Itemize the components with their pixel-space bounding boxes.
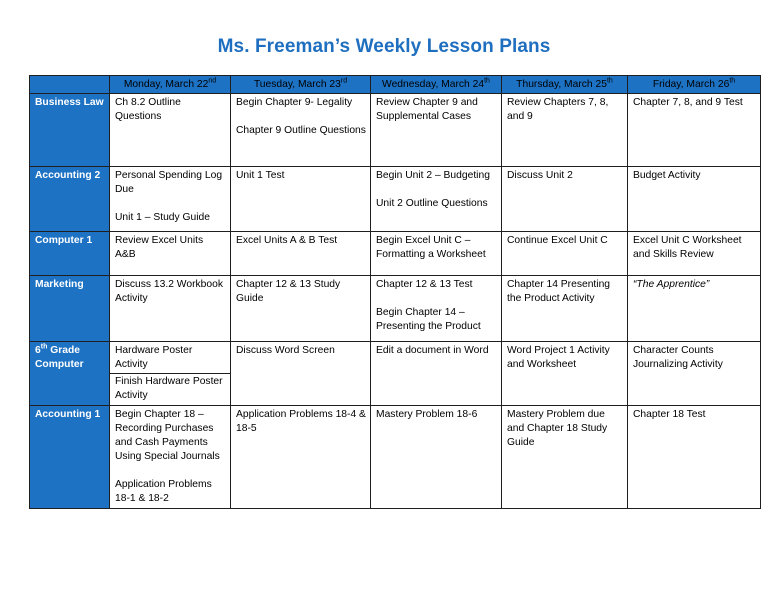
lesson-plan-table [29, 75, 761, 509]
plan-cell: Chapter 7, 8, and 9 Test [628, 94, 761, 167]
day-header-wednesday: Wednesday, March 24th [371, 76, 502, 94]
page-title: Ms. Freeman’s Weekly Lesson Plans [217, 36, 551, 57]
plan-cell: Mastery Problem 18-6 [371, 406, 502, 509]
plan-cell: Chapter 14 Presenting the Product Activity [502, 276, 628, 342]
plan-cell: Discuss Unit 2 [502, 167, 628, 232]
plan-cell: Review Excel Units A&B [110, 232, 231, 276]
plan-subcell: Finish Hardware Poster Activity [115, 376, 223, 401]
plan-cell: Review Chapter 9 and Supplemental Cases [371, 94, 502, 167]
plan-cell: Continue Excel Unit C [502, 232, 628, 276]
table-row [30, 276, 761, 342]
plan-cell: Chapter 18 Test [628, 406, 761, 509]
plan-cell: Character Counts Journalizing Activity [628, 342, 761, 406]
row-header-6th-grade-computer: 6th Grade Computer [30, 342, 110, 406]
row-header-accounting-1: Accounting 1 [30, 406, 110, 509]
plan-cell: Begin Excel Unit C – Formatting a Worksheet [371, 232, 502, 276]
day-header-friday: Friday, March 26th [628, 76, 761, 94]
plan-cell: Mastery Problem due and Chapter 18 Study Guide [502, 406, 628, 509]
row-header-business-law: Business Law [30, 94, 110, 167]
plan-cell: “The Apprentice” [628, 276, 761, 342]
day-header-tuesday: Tuesday, March 23rd [231, 76, 371, 94]
day-header-thursday: Thursday, March 25th [502, 76, 628, 94]
table-row [30, 406, 761, 509]
plan-cell: Excel Units A & B Test [231, 232, 371, 276]
plan-cell: Excel Unit C Worksheet and Skills Review [628, 232, 761, 276]
plan-subcell: Hardware Poster Activity [110, 342, 230, 374]
plan-cell [110, 342, 231, 406]
plan-cell: Personal Spending Log Due Unit 1 – Study Guide [110, 167, 231, 232]
row-header-marketing: Marketing [30, 276, 110, 342]
plan-cell: Word Project 1 Activity and Worksheet [502, 342, 628, 406]
table-row [30, 342, 761, 406]
day-header-monday: Monday, March 22nd [110, 76, 231, 94]
plan-cell: Discuss Word Screen [231, 342, 371, 406]
row-header-computer-1: Computer 1 [30, 232, 110, 276]
plan-cell: Application Problems 18-4 & 18-5 [231, 406, 371, 509]
table-row [30, 94, 761, 167]
plan-cell: Chapter 12 & 13 Study Guide [231, 276, 371, 342]
header-row [30, 76, 761, 94]
plan-cell: Edit a document in Word [371, 342, 502, 406]
plan-cell: Begin Chapter 18 – Recording Purchases and Cash Payments Using Special Journals Application Problems 18-1 & 18-2 [110, 406, 231, 509]
row-header-accounting-2: Accounting 2 [30, 167, 110, 232]
plan-cell: Unit 1 Test [231, 167, 371, 232]
plan-cell: Budget Activity [628, 167, 761, 232]
plan-cell: Begin Unit 2 – Budgeting Unit 2 Outline Questions [371, 167, 502, 232]
plan-cell: Discuss 13.2 Workbook Activity [110, 276, 231, 342]
corner-cell [30, 76, 110, 94]
table-row [30, 167, 761, 232]
plan-cell: Review Chapters 7, 8, and 9 [502, 94, 628, 167]
plan-cell: Chapter 12 & 13 Test Begin Chapter 14 – Presenting the Product [371, 276, 502, 342]
plan-cell: Begin Chapter 9- Legality Chapter 9 Outline Questions [231, 94, 371, 167]
table-row [30, 232, 761, 276]
plan-cell: Ch 8.2 Outline Questions [110, 94, 231, 167]
